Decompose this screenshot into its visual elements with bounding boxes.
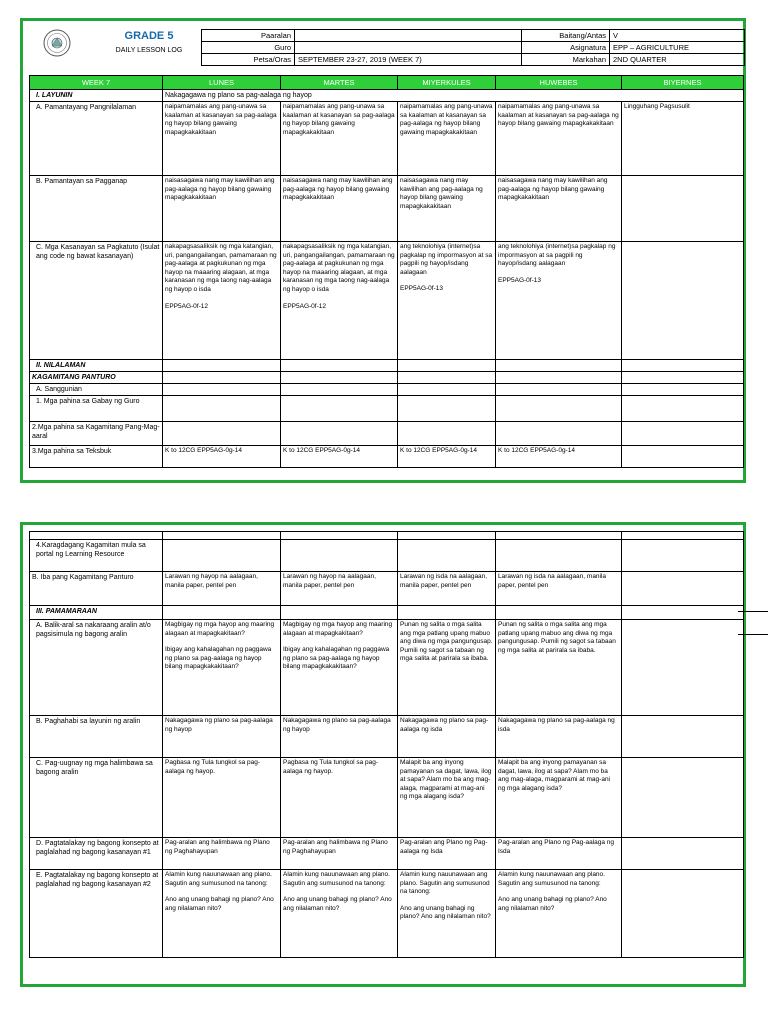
- table-row: [30, 716, 744, 758]
- cell-biyernes: [622, 838, 744, 870]
- row-label: 3.Mga pahina sa Teksbuk: [30, 446, 163, 468]
- grade-title: GRADE 5: [124, 30, 174, 42]
- cell-martes: Pag-aralan ang halimbawa ng Plano ng Paghahayupan: [281, 838, 398, 870]
- cell-huwebes: [496, 242, 622, 360]
- margin-rule: [738, 611, 768, 612]
- cell-martes: K to 12CG EPP5AG-0g-14: [281, 446, 398, 468]
- asignatura-label: Asignatura: [522, 42, 610, 54]
- doc-title: DAILY LESSON LOG: [115, 47, 183, 54]
- margin-rule: [738, 634, 768, 635]
- cell-biyernes: [622, 870, 744, 958]
- row-label: 4.Karagdagang Kagamitan mula sa portal ng Learning Resource: [30, 540, 163, 572]
- row-label: E. Pagtatalakay ng bagong konsepto at paglalahad ng bagong kasanayan #2: [30, 870, 163, 958]
- cell-martes: naisasagawa nang may kawilihan ang pag-aalaga ng hayop bilang gawaing mapagkakakitaan: [281, 176, 398, 242]
- cell-text: nakapagsasaliksik ng mga katangian, uri, pangangailangan, pamamaraan ng pag-aalaga at pagkukunan ng mga hayop na maaaring alagaan, at mga karanasan ng mga taong nag-aalaga ng hayop o isda: [165, 243, 277, 293]
- document-header: [29, 27, 737, 67]
- guro-value: [295, 42, 522, 54]
- guro-label: Guro: [202, 42, 295, 54]
- col-week: WEEK 7: [30, 76, 163, 90]
- cell-lunes: K to 12CG EPP5AG-0g-14: [163, 446, 281, 468]
- cell-text: ang teknolohiya (internet)sa pagkalap ng impormasyon at sa pagpili ng hayop/isdang aalagaan: [400, 243, 493, 276]
- asignatura-value: EPP – AGRICULTURE: [610, 42, 745, 54]
- cell-biyernes: [622, 716, 744, 758]
- cell-huwebes: naipamamalas ang pang-unawa sa kaalaman at kasanayan sa pag-aalaga ng hayop bilang gawaing mapagkakakitaan: [496, 102, 622, 176]
- cell-text: Alamin kung nauunawaan ang plano. Sagutin ang sumusunod na tanong:: [283, 871, 390, 887]
- cell-text: Magbigay ng mga hayop ang maaring alagaan at mapagkakitaan?: [283, 621, 393, 637]
- cell-martes: [281, 242, 398, 360]
- table-row: [30, 606, 744, 620]
- cell-lunes: [163, 870, 281, 958]
- cell-biyernes: [622, 758, 744, 838]
- row-label: III. PAMAMARAAN: [30, 606, 163, 620]
- baitang-label: Baitang/Antas: [522, 30, 610, 42]
- lesson-log-page-1: [20, 18, 746, 483]
- cell-lunes: naisasagawa nang may kawilihan ang pag-aalaga ng hayop bilang gawaing mapagkakakitaan: [163, 176, 281, 242]
- cell-text: ang teknolohiya (internet)sa pagkalap ng impormasyon at sa pagpili ng hayop/isdang aalagaan: [498, 243, 616, 268]
- row-label: D. Pagtatalakay ng bagong konsepto at paglalahad ng bagong kasanayan #1: [30, 838, 163, 870]
- competency-code: EPP5AG-0f-13: [400, 285, 443, 293]
- cell-text: Ibigay ang kahalagahan ng paggawa ng plano sa pag-aalaga ng hayop bilang mapagkakakitaan?: [283, 646, 390, 671]
- cell-miyerkules: Punan ng salita o mga salita ang mga patlang upang mabuo ang diwa ng mga pangungusap. Pumili ng sagot sa tabaan ng mga salita at parirala sa ibaba.: [398, 620, 496, 716]
- cell-lunes: naipamamalas ang pang-unawa sa kaalaman at kasanayan sa pag-aalaga ng hayop bilang gawaing mapagkakakitaan: [163, 102, 281, 176]
- cell-text: Ano ang unang bahagi ng plano? Ano ang nilalaman nito?: [283, 896, 392, 912]
- row-label: KAGAMITANG PANTURO: [30, 372, 163, 384]
- row-label: A. Balik-aral sa nakaraang aralin at/o pagsisimula ng bagong aralin: [30, 620, 163, 716]
- cell-martes: [281, 620, 398, 716]
- row-label: 2.Mga pahina sa Kagamitang Pang-Mag-aaral: [30, 422, 163, 446]
- row-label: A. Sanggunian: [30, 384, 163, 396]
- cell-huwebes: Punan ng salita o mga salita ang mga patlang upang mabuo ang diwa ng mga pangungusap. Pumili ng sagot sa tabaan ng mga salita at parirala sa ibaba.: [496, 620, 622, 716]
- cell-biyernes: [622, 572, 744, 606]
- cell-lunes: Pag-aralan ang halimbawa ng Plano ng Paghahayupan: [163, 838, 281, 870]
- cell-huwebes: Malapit ba ang inyong pamayanan sa dagat, lawa, ilog at sapa? Alam mo ba ang mag-alaga, magparami at mag-ani ng mga alagang isda?: [496, 758, 622, 838]
- row-label: C. Mga Kasanayan sa Pagkatuto (Isulat ang code ng bawat kasanayan): [30, 242, 163, 360]
- row-label: B. Pamantayan sa Pagganap: [30, 176, 163, 242]
- row-label: II. NILALAMAN: [30, 360, 163, 372]
- competency-code: EPP5AG-0f-12: [165, 302, 208, 310]
- cell-text: Alamin kung nauunawaan ang plano. Sagutin ang sumusunod na tanong:: [400, 871, 490, 896]
- cell-martes: Nakagagawa ng plano sa pag-aalaga ng hayop: [281, 716, 398, 758]
- layunin-label: I. LAYUNIN: [30, 90, 163, 102]
- petsa-value: SEPTEMBER 23-27, 2019 (WEEK 7): [295, 54, 522, 66]
- paaralan-label: Paaralan: [202, 30, 295, 42]
- cell-huwebes: K to 12CG EPP5AG-0g-14: [496, 446, 622, 468]
- layunin-value: Nakagagawa ng plano sa pag-aalaga ng hayop: [163, 90, 744, 102]
- cell-text: Magbigay ng mga hayop ang maaring alagaan at mapagkakitaan?: [165, 621, 275, 637]
- row-label: B. Iba pang Kagamitang Panturo: [30, 572, 163, 606]
- row-label: B. Paghahabi sa layunin ng aralin: [30, 716, 163, 758]
- cell-martes: Pagbasa ng Tula tungkol sa pag-aalaga ng hayop.: [281, 758, 398, 838]
- cell-biyernes: Lingguhang Pagsusulit: [622, 102, 744, 176]
- markahan-label: Markahan: [522, 54, 610, 66]
- paaralan-value: [295, 30, 522, 42]
- col-biyernes: BIYERNES: [622, 76, 744, 90]
- table-row: [30, 446, 744, 468]
- cell-miyerkules: naipamamalas ang pang-unawa sa kaalaman at kasanayan sa pag-aalaga ng hayop bilang gawaing mapagkakakitaan: [398, 102, 496, 176]
- table-row: [30, 396, 744, 422]
- col-lunes: LUNES: [163, 76, 281, 90]
- cell-text: Alamin kung nauunawaan ang plano. Sagutin ang sumusunod na tanong:: [498, 871, 605, 887]
- table-row: [30, 176, 744, 242]
- table-row: [30, 384, 744, 396]
- cell-text: Ano ang unang bahagi ng plano? Ano ang nilalaman nito?: [498, 896, 607, 912]
- cell-lunes: Pagbasa ng Tula tungkol sa pag-aalaga ng hayop.: [163, 758, 281, 838]
- table-row: [30, 372, 744, 384]
- table-row: [30, 90, 744, 102]
- col-huwebes: HUWEBES: [496, 76, 622, 90]
- cell-miyerkules: [398, 870, 496, 958]
- table-row: [30, 870, 744, 958]
- row-label: A. Pamantayang Pangnilalaman: [30, 102, 163, 176]
- cell-lunes: Nakagagawa ng plano sa pag-aalaga ng hayop: [163, 716, 281, 758]
- cell-lunes: Larawan ng hayop na aalagaan, manila paper, pentel pen: [163, 572, 281, 606]
- cell-miyerkules: Nakagagawa ng plano sa pag-aalaga ng isda: [398, 716, 496, 758]
- cell-miyerkules: naisasagawa nang may kawilihan ang pag-aalaga ng hayop bilang gawaing mapagkakakitaan: [398, 176, 496, 242]
- cell-miyerkules: Pag-aralan ang Plano ng Pag-aalaga ng Isda: [398, 838, 496, 870]
- cell-biyernes: [622, 242, 744, 360]
- row-label: 1. Mga pahina sa Gabay ng Guro: [30, 396, 163, 422]
- baitang-value: V: [610, 30, 745, 42]
- table-row: [30, 540, 744, 572]
- cell-text: nakapagsasaliksik ng mga katangian, uri, pangangailangan, pamamaraan ng pag-aalaga at pagkukunan ng mga hayop na maaaring alagaan, at mga karanasan ng mga taong nag-aalaga ng hayop o isda: [283, 243, 395, 293]
- cell-lunes: [163, 242, 281, 360]
- row-label: C. Pag-uugnay ng mga halimbawa sa bagong aralin: [30, 758, 163, 838]
- cell-text: Alamin kung nauunawaan ang plano. Sagutin ang sumusunod na tanong:: [165, 871, 272, 887]
- cell-biyernes: [622, 176, 744, 242]
- cell-huwebes: Pag-aralan ang Plano ng Pag-aalaga ng Isda: [496, 838, 622, 870]
- cell-huwebes: [496, 870, 622, 958]
- day-header-row: [30, 76, 744, 90]
- cell-miyerkules: [398, 242, 496, 360]
- cell-huwebes: naisasagawa nang may kawilihan ang pag-aalaga ng hayop bilang gawaing mapagkakakitaan: [496, 176, 622, 242]
- table-row: [30, 758, 744, 838]
- cell-biyernes: [622, 620, 744, 716]
- cell-text: Ano ang unang bahagi ng plano? Ano ang nilalaman nito?: [400, 904, 491, 921]
- cell-lunes: [163, 620, 281, 716]
- cell-huwebes: Larawan ng isda na aalagaan, manila paper, pentel pen: [496, 572, 622, 606]
- table-row: [30, 532, 744, 540]
- header-info-table: [201, 29, 745, 66]
- table-row: [30, 620, 744, 716]
- petsa-label: Petsa/Oras: [202, 54, 295, 66]
- deped-seal-icon: [43, 29, 71, 57]
- competency-code: EPP5AG-0f-12: [283, 302, 326, 310]
- col-miyerkules: MIYERKULES: [398, 76, 496, 90]
- cell-martes: naipamamalas ang pang-unawa sa kaalaman at kasanayan sa pag-aalaga ng hayop bilang gawaing mapagkakakitaan: [281, 102, 398, 176]
- table-row: [30, 572, 744, 606]
- markahan-value: 2ND QUARTER: [610, 54, 745, 66]
- table-row: [30, 360, 744, 372]
- cell-miyerkules: Malapit ba ang inyong pamayanan sa dagat, lawa, ilog at sapa? Alam mo ba ang mag-alaga, magparami at mag-ani ng mga alagang isda?: [398, 758, 496, 838]
- lesson-log-page-2: [20, 522, 746, 987]
- table-row: [30, 838, 744, 870]
- table-row: [30, 242, 744, 360]
- cell-huwebes: Nakagagawa ng plano sa pag-aalaga ng isda: [496, 716, 622, 758]
- cell-miyerkules: K to 12CG EPP5AG-0g-14: [398, 446, 496, 468]
- cell-text: Ibigay ang kahalagahan ng paggawa ng plano sa pag-aalaga ng hayop bilang mapagkakakitaan?: [165, 646, 272, 671]
- competency-code: EPP5AG-0f-13: [498, 276, 541, 284]
- cell-miyerkules: Larawan ng isda na aalagaan, manila paper, pentel pen: [398, 572, 496, 606]
- lesson-table-page-1: [29, 75, 744, 468]
- cell-martes: Larawan ng hayop na aalagaan, manila paper, pentel pen: [281, 572, 398, 606]
- table-row: [30, 422, 744, 446]
- col-martes: MARTES: [281, 76, 398, 90]
- lesson-table-page-2: [29, 531, 744, 958]
- cell-biyernes: [622, 446, 744, 468]
- cell-martes: [281, 870, 398, 958]
- cell-text: Ano ang unang bahagi ng plano? Ano ang nilalaman nito?: [165, 896, 274, 912]
- table-row: [30, 102, 744, 176]
